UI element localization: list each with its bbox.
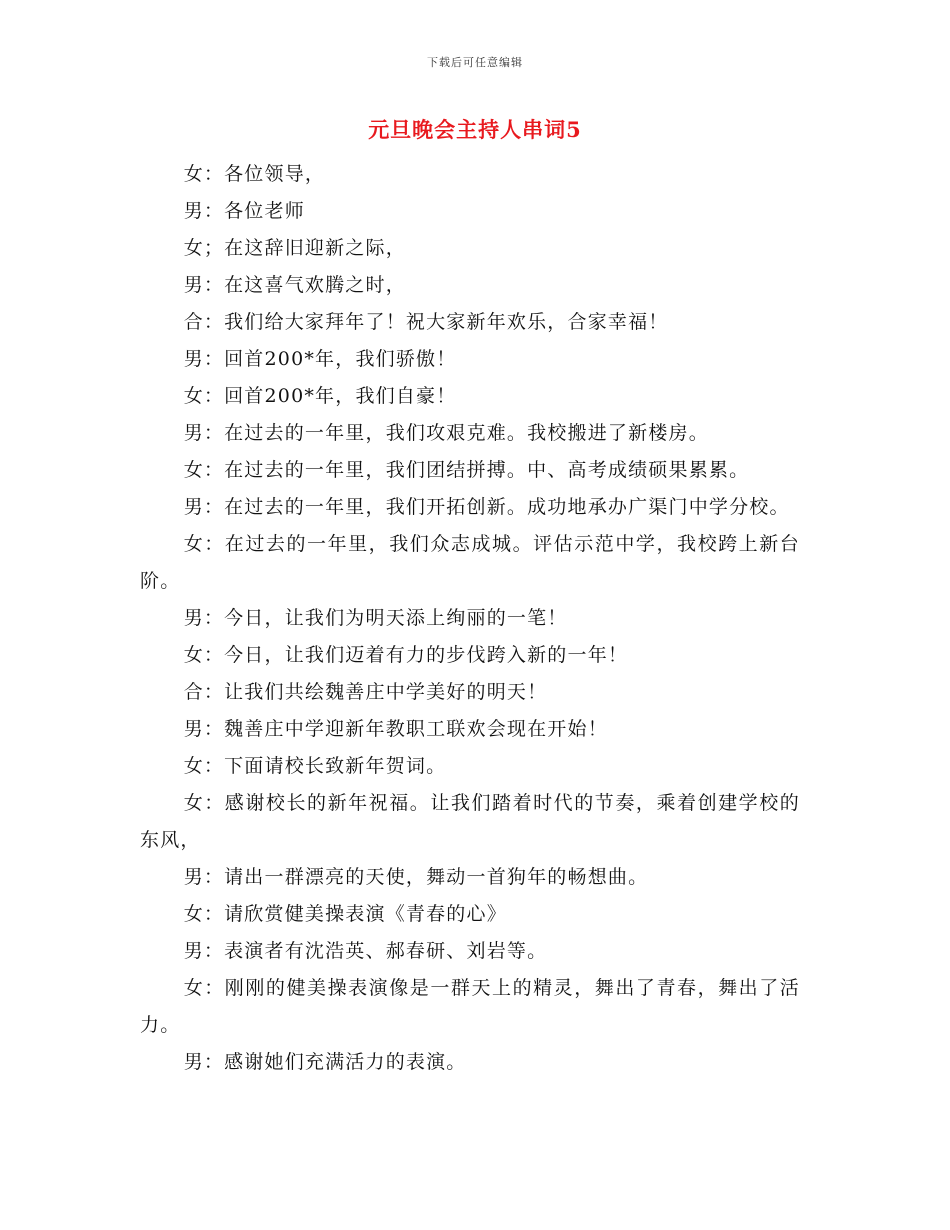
- document-title: 元旦晚会主持人串词5: [368, 117, 582, 142]
- paragraph: 男：在这喜气欢腾之时，: [183, 274, 406, 296]
- paragraph: 女；在这辞旧迎新之际，: [183, 237, 406, 259]
- paragraph: 男：在过去的一年里，我们开拓创新。成功地承办广渠门中学分校。: [183, 496, 790, 518]
- paragraph: 女：今日，让我们迈着有力的步伐跨入新的一年！: [183, 644, 629, 666]
- paragraph: 男：今日，让我们为明天添上绚丽的一笔！: [183, 607, 568, 629]
- document-body: [140, 156, 800, 1081]
- paragraph: 女：请欣赏健美操表演《青春的心》: [183, 903, 507, 925]
- paragraph: 女：回首200*年，我们自豪！: [183, 385, 457, 407]
- paragraph: 男：感谢她们充满活力的表演。: [183, 1051, 467, 1073]
- paragraph: 女：感谢校长的新年祝福。让我们踏着时代的节奏，乘着创建学校的东风，: [140, 792, 800, 851]
- paragraph: 女：在过去的一年里，我们众志成城。评估示范中学，我校跨上新台阶。: [140, 533, 800, 592]
- paragraph: 男：请出一群漂亮的天使，舞动一首狗年的畅想曲。: [183, 866, 649, 888]
- paragraph: 女：下面请校长致新年贺词。: [183, 755, 447, 777]
- paragraph: 男：表演者有沈浩英、郝春研、刘岩等。: [183, 940, 548, 962]
- paragraph: 合：让我们共绘魏善庄中学美好的明天！: [183, 681, 548, 703]
- paragraph: 男：各位老师: [183, 200, 305, 222]
- paragraph: 女：刚刚的健美操表演像是一群天上的精灵，舞出了青春，舞出了活力。: [140, 977, 800, 1036]
- paragraph: 男：回首200*年，我们骄傲！: [183, 348, 457, 370]
- paragraph: 女：在过去的一年里，我们团结拼搏。中、高考成绩硕果累累。: [183, 459, 750, 481]
- paragraph: 女：各位领导，: [183, 163, 326, 185]
- paragraph: 男：魏善庄中学迎新年教职工联欢会现在开始！: [183, 718, 608, 740]
- paragraph: 男：在过去的一年里，我们攻艰克难。我校搬进了新楼房。: [183, 422, 709, 444]
- paragraph: 合：我们给大家拜年了！祝大家新年欢乐，合家幸福！: [183, 311, 669, 333]
- header-note: 下载后可任意编辑: [427, 56, 523, 69]
